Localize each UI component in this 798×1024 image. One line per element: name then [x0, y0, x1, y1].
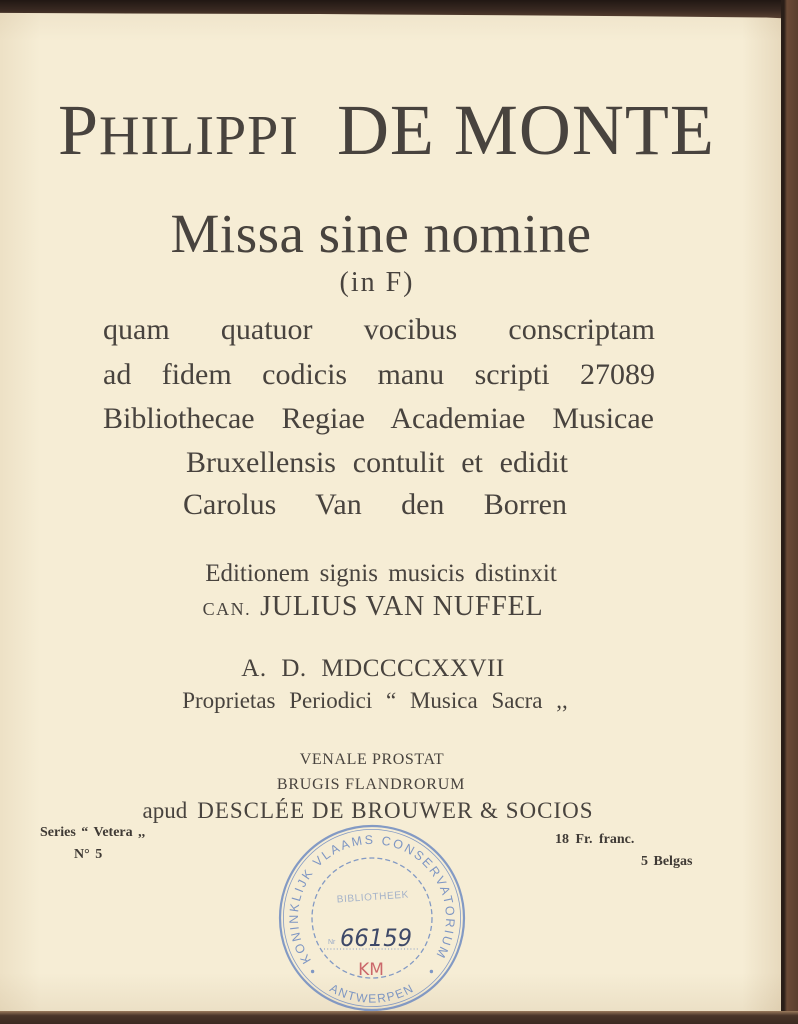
editor-title-prefix: CAN. — [202, 599, 252, 619]
stamp-second-ring — [283, 829, 460, 1006]
price-belgas: 5 Belgas — [641, 854, 693, 869]
publisher-prefix: apud — [142, 798, 188, 823]
series-label: Series “ Vetera ,, — [40, 825, 146, 840]
library-stamp — [272, 818, 472, 1018]
editor-name: JULIUS VAN NUFFEL — [260, 591, 544, 622]
editor-line — [203, 593, 544, 621]
stamp-separator-dot-right — [430, 970, 433, 973]
year-line: A. D. MDCCCCXXVII — [241, 655, 505, 682]
composer-name — [58, 90, 715, 170]
work-key: (in F) — [339, 267, 415, 298]
stamp-city-group — [328, 981, 417, 1006]
stamp-initials: KM — [358, 960, 384, 980]
stamp-number-prefix: Nr — [328, 939, 336, 946]
stamp-ring-text: KONINKLIJK VLAAMS CONSERVATORIUM — [286, 832, 458, 967]
work-title: Missa sine nomine — [170, 203, 592, 264]
description-line-1: quam quatuor vocibus conscriptam — [103, 313, 655, 346]
description-line-5: Carolus Van den Borren — [183, 488, 567, 521]
publisher-name: DESCLÉE DE BROUWER & SOCIOS — [197, 798, 594, 823]
stamp-accession-number: 66159 — [340, 924, 412, 952]
cover-edge-right — [781, 0, 798, 1024]
description-line-4: Bruxellensis contulit et edidit — [186, 446, 568, 479]
stamp-city-text: ANTWERPEN — [327, 980, 417, 1006]
publisher-line-1: VENALE PROSTAT — [299, 751, 445, 768]
series-number: N° 5 — [74, 847, 103, 862]
stamp-library-label: BIBLIOTHEEK — [336, 889, 410, 906]
cover-edge-top — [0, 0, 798, 19]
publisher-line-2: BRUGIS FLANDRORUM — [276, 776, 466, 793]
description-line-2: ad fidem codicis manu scripti 27089 — [103, 358, 655, 391]
stamp-outer-ring — [280, 826, 464, 1010]
price-francs: 18 Fr. franc. — [555, 832, 635, 847]
description-line-3: Bibliothecae Regiae Academiae Musicae — [103, 402, 654, 435]
composer-first-name: PHILIPPI — [58, 90, 299, 170]
stamp-separator-dot-left — [311, 970, 314, 973]
editor-credit-line: Editionem signis musicis distinxit — [205, 560, 557, 587]
composer-surname: DE MONTE — [336, 90, 715, 170]
ownership-line: Proprietas Periodici “ Musica Sacra ,, — [182, 688, 568, 713]
